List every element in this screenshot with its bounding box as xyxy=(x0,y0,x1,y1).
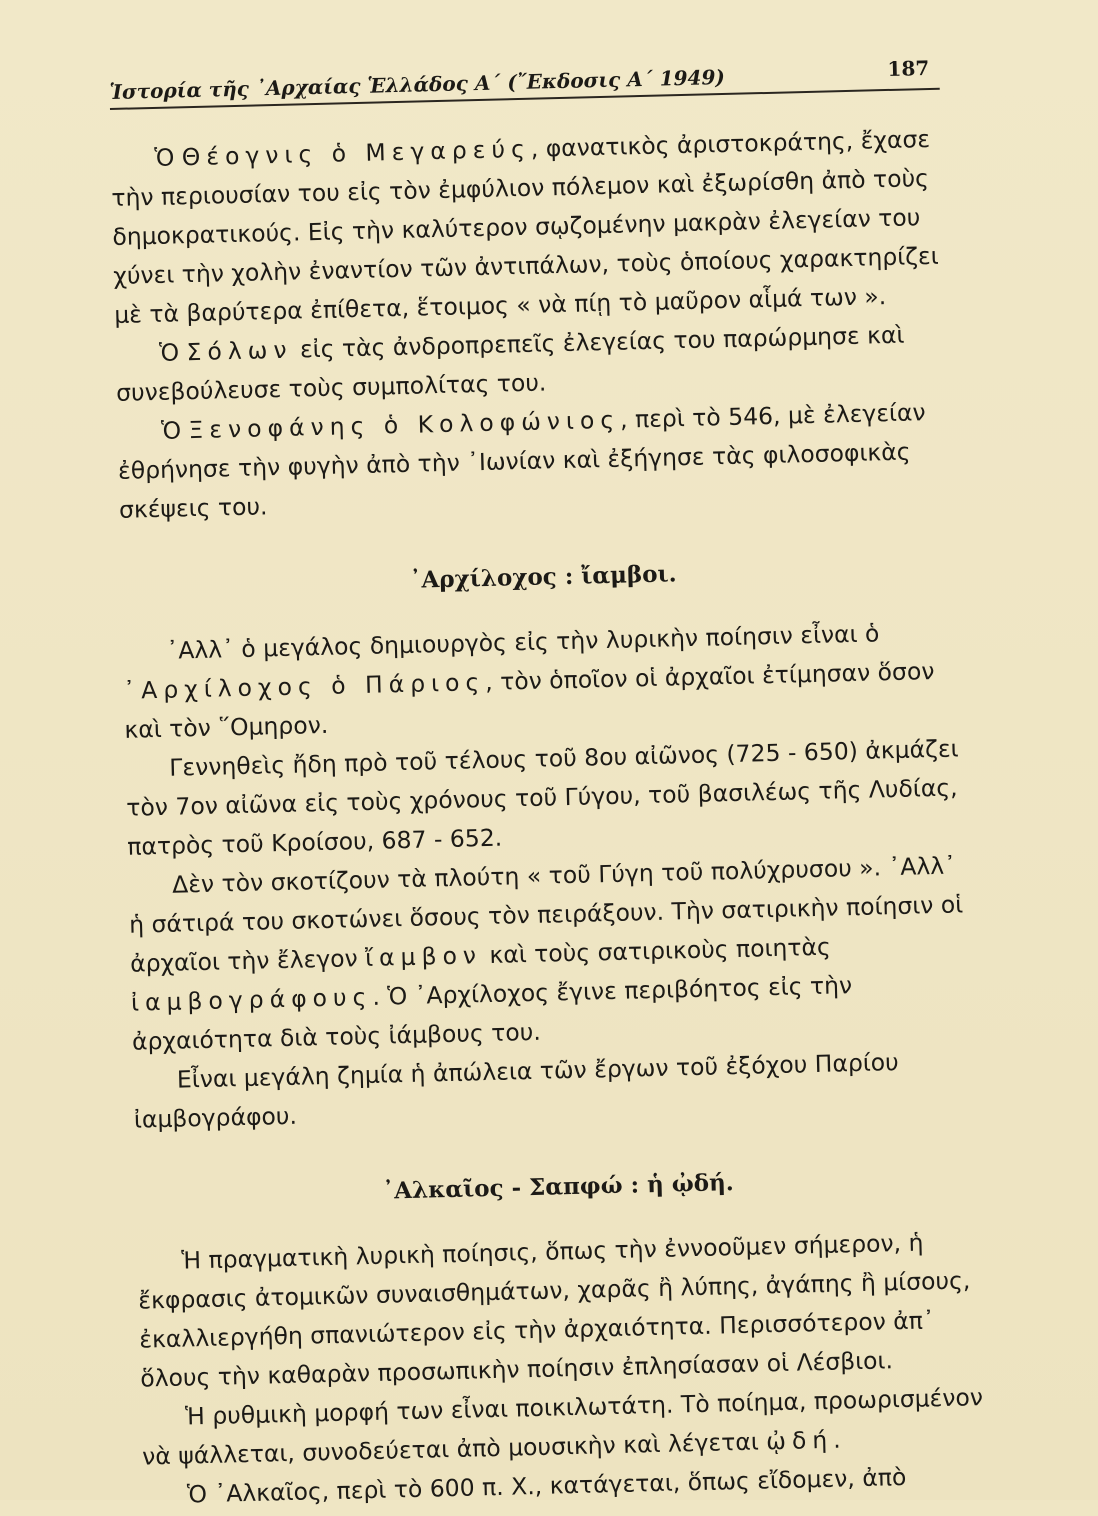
header-title: Ἱστορία τῆς ᾽Αρχαίας Ἑλλάδος Α΄ (῎Εκδοσις Α΄ 1949) xyxy=(109,64,726,105)
text-run: . Ὁ ᾽Αρχίλοχος ἔγινε περιβόητος εἰς τὴν ἀρχαιότητα διὰ τοὺς ἰάμβους του. xyxy=(131,971,853,1056)
text-run: Ὁ xyxy=(160,416,189,445)
paragraph-alcaeus: Ὁ ᾽Αλκαῖος, περὶ τὸ 600 π. Χ., κατάγεται, ὅπως εἴδομεν, ἀπὸ xyxy=(186,1462,907,1509)
text-run: Ἡ ρυθμικὴ μορφή των εἶναι ποικιλωτάτη. Τὸ ποίημα, προωρισμένον νὰ ψάλλεται, συνοδεύεται ἀπὸ μουσικὴν καὶ λέγεται xyxy=(141,1383,984,1471)
name-xenophanes: Ξενοφάνης ὁ Κολοφώνιος xyxy=(188,405,621,445)
page-body xyxy=(110,119,988,1515)
name-theognis: Θέογνις ὁ Μεγαρεύς xyxy=(181,134,532,172)
term-ode: ᾠδή xyxy=(765,1425,834,1456)
text-run: , φανατικὸς ἀριστοκράτης, ἔχασε τὴν περιουσίαν του εἰς τὸν ἐμφύλιον πόλεμον καὶ ἐξωρίσθη ἀπὸ τοὺς δημοκρατικούς. Εἰς τὴν καλύτερον σῳζομένην μακρὰν ἐλεγείαν του χύνει τὴν χολὴν ἐναντίον τῶν ἀντιπάλων, τοὺς ὁποίους χαρακτηρίζει μὲ τὰ βαρύτερα ἐπίθετα, ἕτοιμος « νὰ πίῃ τὸ μαῦρον αἷμά των ». xyxy=(111,124,939,329)
heading-alcaeus-sappho: ᾽Αλκαῖος - Σαπφώ : ἡ ᾠδή. xyxy=(382,1169,735,1205)
name-archilochus: ᾽Αρχίλοχος ὁ Πάριος xyxy=(123,667,486,705)
heading-archilochus: ᾽Αρχίλοχος : ἴαμβοι. xyxy=(409,560,677,594)
term-iambos: ἴαμβον xyxy=(364,941,483,973)
paragraph-theognis xyxy=(110,119,960,335)
paragraph-loss: Εἶναι μεγάλη ζημία ἡ ἀπώλεια τῶν ἔργων τοῦ ἐξόχου Παρίου ἰαμβογράφου. xyxy=(133,1048,900,1134)
text-run: , τὸν ὁποῖον οἱ ἀρχαῖοι ἐτίμησαν ὅσον καὶ τὸν ῞Ομηρον. xyxy=(124,657,935,744)
paragraph-xenophanes xyxy=(117,392,965,530)
text-run: εἰς τὰς ἀνδροπρεπεῖς ἐλεγείας του παρώρμησε καὶ συνεβούλευσε τοὺς συμπολίτας του. xyxy=(115,320,905,407)
paragraph-lyric-poetry: Ἡ πραγματικὴ λυρικὴ ποίησις, ὅπως τὴν ἐννοοῦμεν σήμερον, ἡ ἔκφρασις ἀτομικῶν συναισθημάτων, χαρᾶς ἢ λύπης, ἀγάπης ἢ μίσους, ἐκαλλιεργήθη σπανιώτερον εἰς τὴν ἀρχαιότητα. Περισσότερον ἀπ᾽ ὅλους τὴν καθαρὰν προσωπικὴν ποίησιν ἐπλησίασαν οἱ Λέσβιοι. xyxy=(138,1228,971,1393)
paragraph-archilochus-intro xyxy=(122,612,970,750)
paragraph-iambus xyxy=(128,846,978,1062)
paragraph-archilochus-dates: Γεννηθεὶς ἤδη πρὸ τοῦ τέλους τοῦ 8ου αἰῶνος (725 - 650) ἀκμάζει τὸν 7ον αἰῶνα εἰς τοὺς χρόνους τοῦ Γύγου, τοῦ βασιλέως τῆς Λυδίας, πατρὸς τοῦ Κροίσου, 687 - 652. xyxy=(125,734,959,861)
text-run: . xyxy=(832,1425,841,1454)
text-run: ᾽Αλλ᾽ ὁ μεγάλος δημιουργὸς εἰς τὴν λυρικὴν ποίησιν εἶναι ὁ xyxy=(166,619,880,665)
running-header xyxy=(109,50,940,110)
text-run: Ὁ xyxy=(154,143,183,172)
page-number: 187 xyxy=(887,55,930,81)
text-run: Ὁ xyxy=(158,338,187,367)
name-solon: Σόλων xyxy=(186,335,293,367)
text-run: καὶ τοὺς σατιρικοὺς ποιητὰς xyxy=(481,932,832,970)
text-run: , περὶ τὸ 546, μὲ ἐλεγείαν ἐθρήνησε τὴν φυγὴν ἀπὸ τὴν ᾽Ιωνίαν καὶ ἐξήγησε τὰς φιλοσοφικὰς σκέψεις του. xyxy=(117,398,926,524)
text-run: Δὲν τὸν σκοτίζουν τὰ πλούτη « τοῦ Γύγη τοῦ πολύχρυσου ». ᾽Αλλ᾽ ἡ σάτιρά του σκοτώνει ὅσους τὸν πειράξουν. Τὴν σατιρικὴν ποίησιν οἱ ἀρχαῖοι τὴν ἔλεγον xyxy=(128,851,964,978)
term-iambographers: ἰαμβογράφους xyxy=(130,982,373,1017)
